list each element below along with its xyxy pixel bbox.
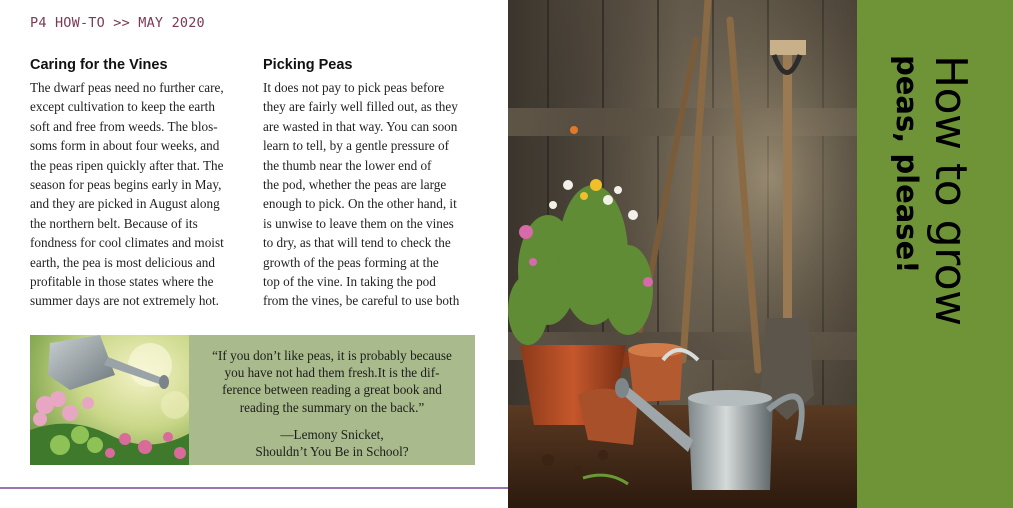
quote-line: reading the summary on the back.” bbox=[239, 399, 425, 415]
watering-can-flowers-photo bbox=[30, 335, 190, 465]
article-column-picking bbox=[263, 57, 475, 311]
quote-line: “If you don’t like peas, it is probably because bbox=[212, 348, 452, 363]
section-body-picking bbox=[263, 78, 475, 311]
page-header: P4 HOW-TO >> MAY 2020 bbox=[30, 15, 205, 31]
body-line: the northern belt. Because of its bbox=[30, 215, 198, 231]
body-line: fondness for cool climates and moist bbox=[30, 235, 224, 251]
article-column-caring bbox=[30, 57, 242, 311]
section-body-caring bbox=[30, 78, 242, 311]
pull-quote-box bbox=[189, 335, 475, 465]
body-line: soms form in about four weeks, and bbox=[30, 138, 220, 154]
section-heading-picking: Picking Peas bbox=[263, 57, 353, 73]
garden-tools-photo bbox=[508, 0, 857, 508]
body-line: growth of the peas forming at the bbox=[263, 254, 439, 270]
pull-quote bbox=[189, 347, 475, 460]
body-line: soft and free from weeds. The blos- bbox=[30, 118, 218, 134]
body-line: the pod, whether the peas are large bbox=[263, 177, 447, 193]
quote-line: you have not had them fresh.It is the dif- bbox=[224, 365, 440, 381]
body-line: they are fairly well filled out, as they bbox=[263, 99, 458, 115]
body-line: the thumb near the lower end of bbox=[263, 157, 432, 173]
body-line: earth, the pea is most delicious and bbox=[30, 254, 215, 270]
body-line: enough to pick. On the other hand, it bbox=[263, 196, 457, 212]
body-line: to dry, as that will tend to check the bbox=[263, 235, 451, 251]
body-line: learn to tell, by a gentle pressure of bbox=[263, 138, 450, 154]
body-line: is unwise to leave them on the vines bbox=[263, 215, 454, 231]
body-line: except cultivation to keep the earth bbox=[30, 99, 215, 115]
quote-source: Shouldn’t You Be in School? bbox=[255, 444, 409, 460]
body-line: season for peas begins early in May, bbox=[30, 177, 222, 193]
quote-author: —Lemony Snicket, bbox=[280, 426, 384, 442]
section-heading-caring: Caring for the Vines bbox=[30, 57, 168, 73]
body-line: are wasted in that way. You can soon bbox=[263, 118, 458, 134]
body-line: the peas ripen quickly after that. The bbox=[30, 157, 224, 173]
bottom-divider bbox=[0, 487, 508, 489]
body-line: It does not pay to pick peas before bbox=[263, 80, 445, 95]
body-line: profitable in those states where the bbox=[30, 274, 214, 290]
feature-title-line2: peas, please! bbox=[890, 55, 924, 274]
quote-line: ference between reading a great book and bbox=[222, 382, 442, 398]
body-line: summer days are not extremely hot. bbox=[30, 293, 219, 309]
feature-title-line1: How to grow bbox=[925, 55, 976, 326]
body-line: and they are picked in August along bbox=[30, 196, 220, 212]
body-line: top of the vine. In taking the pod bbox=[263, 274, 436, 290]
body-line: from the vines, be careful to use both bbox=[263, 293, 460, 309]
body-line: The dwarf peas need no further care, bbox=[30, 80, 224, 95]
